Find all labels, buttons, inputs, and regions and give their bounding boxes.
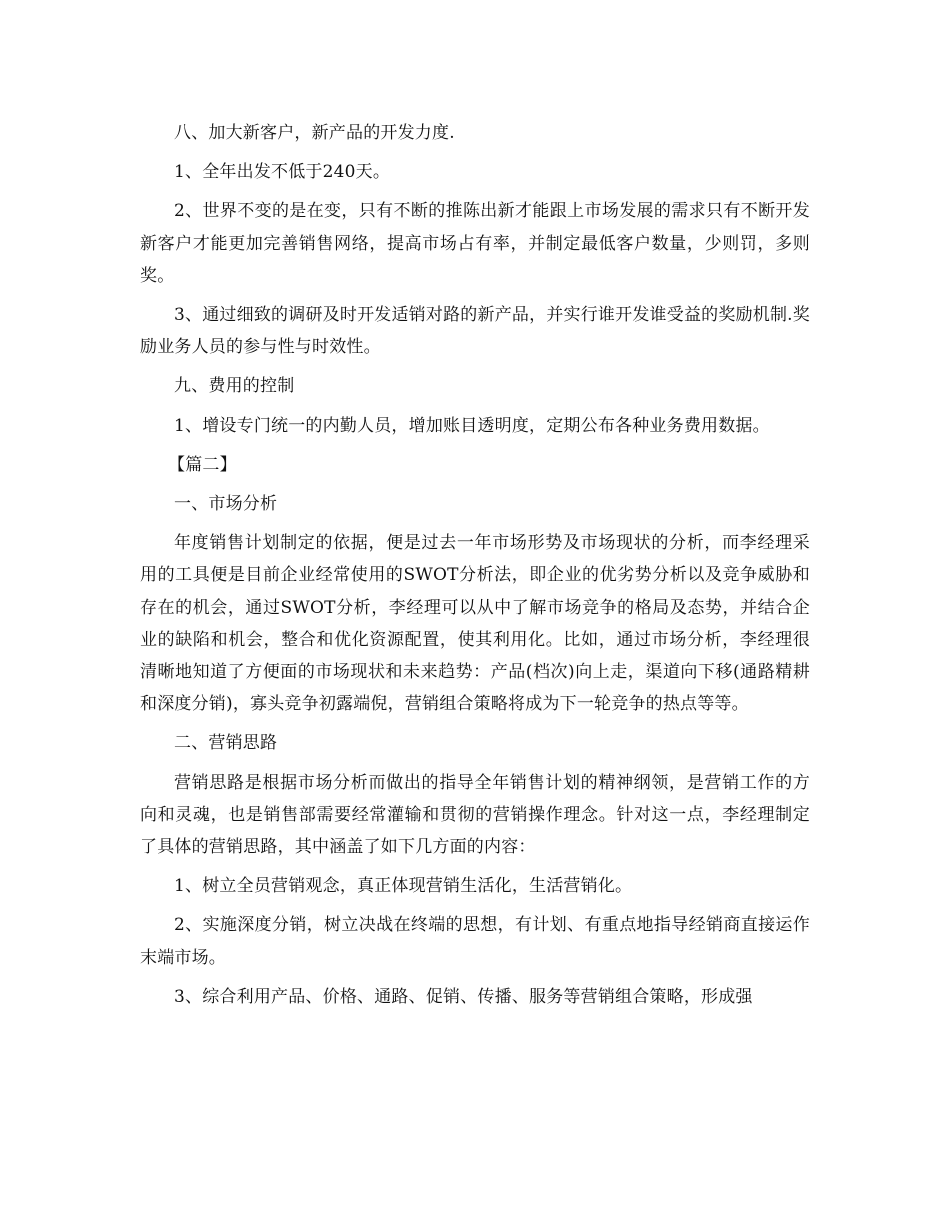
list-item-marketing-concept: 1、树立全员营销观念，真正体现营销生活化，生活营销化。: [174, 876, 633, 897]
paragraph-marketing-ideas: 营销思路是根据市场分析而做出的指导全年销售计划的精神纲领，是营销工作的方向和灵魂，也是销售部需要经常灌输和贯彻的营销操作理念。针对这一点，李经理制定了具体的营销思路，其中涵盖了如下几方面的内容：: [140, 772, 810, 858]
list-item-new-customers: 2、世界不变的是在变，只有不断的推陈出新才能跟上市场发展的需求只有不断开发新客户才能更加完善销售网络，提高市场占有率，并制定最低客户数量，少则罚，多则奖。: [140, 201, 810, 286]
section-heading-8: 八、加大新客户，新产品的开发力度.: [174, 123, 455, 143]
section-heading-9: 九、费用的控制: [174, 376, 295, 397]
list-item-marketing-mix: 3、综合利用产品、价格、通路、促销、传播、服务等营销组合策略，形成强: [174, 986, 753, 1007]
list-item-travel-days: 1、全年出发不低于240天。: [174, 162, 391, 183]
list-item-new-products: 3、通过细致的调研及时开发适销对路的新产品，并实行谁开发谁受益的奖励机制.奖励业务人员的参与性与时效性。: [140, 305, 810, 358]
section-heading-marketing-ideas: 二、营销思路: [174, 733, 278, 754]
section-heading-market-analysis: 一、市场分析: [174, 494, 278, 515]
part-two-heading: 【篇二】: [168, 454, 237, 475]
document-body: [140, 117, 810, 1020]
list-item-cost-control: 1、增设专门统一的内勤人员，增加账目透明度，定期公布各种业务费用数据。: [174, 415, 770, 436]
paragraph-market-analysis: 年度销售计划制定的依据，便是过去一年市场形势及市场现状的分析，而李经理采用的工具便是目前企业经常使用的SWOT分析法，即企业的优劣势分析以及竞争威胁和存在的机会，通过SWOT分析，李经理可以从中了解市场竞争的格局及态势，并结合企业的缺陷和机会，整合和优化资源配置，使其利用化。比如，通过市场分析，李经理很清晰地知道了方便面的市场现状和未来趋势：产品(档次)向上走，渠道向下移(通路精耕和深度分销)，寡头竞争初露端倪，营销组合策略将成为下一轮竞争的热点等等。: [140, 533, 810, 715]
list-item-deep-distribution: 2、实施深度分销，树立决战在终端的思想，有计划、有重点地指导经销商直接运作末端市场。: [140, 915, 810, 968]
